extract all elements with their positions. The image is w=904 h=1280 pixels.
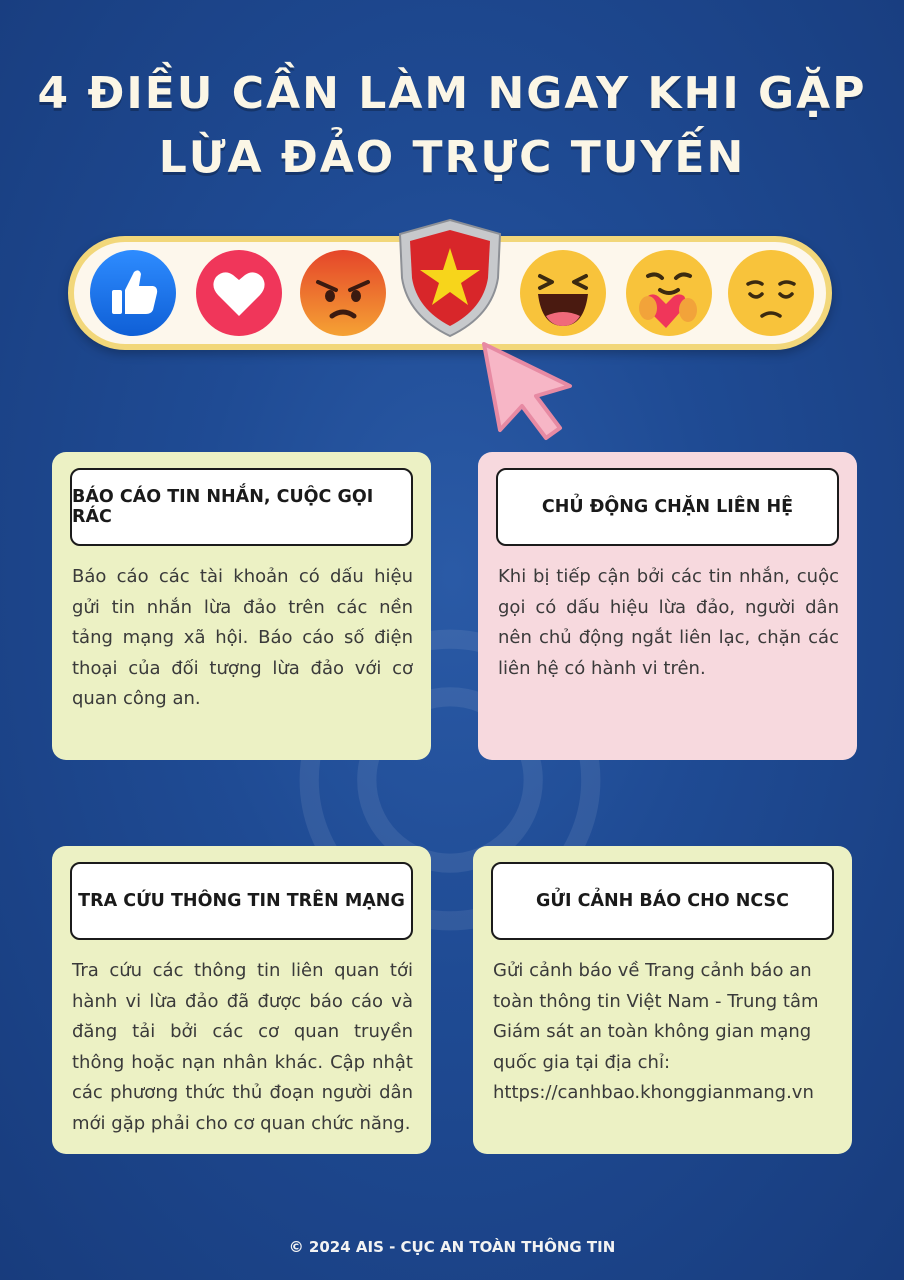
page-title — [0, 62, 904, 190]
hug-icon[interactable] — [626, 250, 712, 336]
laugh-icon[interactable] — [520, 250, 606, 336]
card-send-ncsc — [473, 846, 852, 1154]
card-heading: GỬI CẢNH BÁO CHO NCSC — [491, 862, 834, 940]
footer-copyright: © 2024 AIS - CỤC AN TOÀN THÔNG TIN — [288, 1238, 616, 1256]
like-icon[interactable] — [90, 250, 176, 336]
card-heading: CHỦ ĐỘNG CHẶN LIÊN HỆ — [496, 468, 839, 546]
card-body: Gửi cảnh báo về Trang cảnh báo an toàn thông tin Việt Nam - Trung tâm Giám sát an toàn không gian mạng quốc gia tại địa chỉ: https://canhbao.khonggianmang.vn — [493, 960, 819, 1103]
card-body: Tra cứu các thông tin liên quan tới hành vi lừa đảo đã được báo cáo và đăng tải bởi các cơ quan truyền thông hoặc nạn nhân khác. Cập nhật các phương thức thủ đoạn người dân mới gặp phải cho cơ quan chức năng. — [72, 960, 413, 1134]
card-heading: BÁO CÁO TIN NHẮN, CUỘC GỌI RÁC — [70, 468, 413, 546]
card-lookup-info — [52, 846, 431, 1154]
angry-icon[interactable] — [300, 250, 386, 336]
shield-star-icon[interactable] — [396, 218, 504, 338]
sad-icon[interactable] — [728, 250, 814, 336]
pointer-cursor-icon — [470, 330, 580, 450]
card-report-spam — [52, 452, 431, 760]
card-body: Khi bị tiếp cận bởi các tin nhắn, cuộc gọi có dấu hiệu lừa đảo, người dân nên chủ động ngắt liên lạc, chặn các liên hệ có hành vi trên. — [498, 566, 839, 679]
heart-icon[interactable] — [196, 250, 282, 336]
card-body: Báo cáo các tài khoản có dấu hiệu gửi tin nhắn lừa đảo trên các nền tảng mạng xã hội. Báo cáo số điện thoại của đối tượng lừa đảo với cơ quan công an. — [72, 566, 413, 709]
card-heading: TRA CỨU THÔNG TIN TRÊN MẠNG — [70, 862, 413, 940]
title-line-1: 4 ĐIỀU CẦN LÀM NGAY KHI GẶP — [37, 68, 867, 119]
title-line-2: LỪA ĐẢO TRỰC TUYẾN — [158, 132, 746, 183]
card-block-contact — [478, 452, 857, 760]
